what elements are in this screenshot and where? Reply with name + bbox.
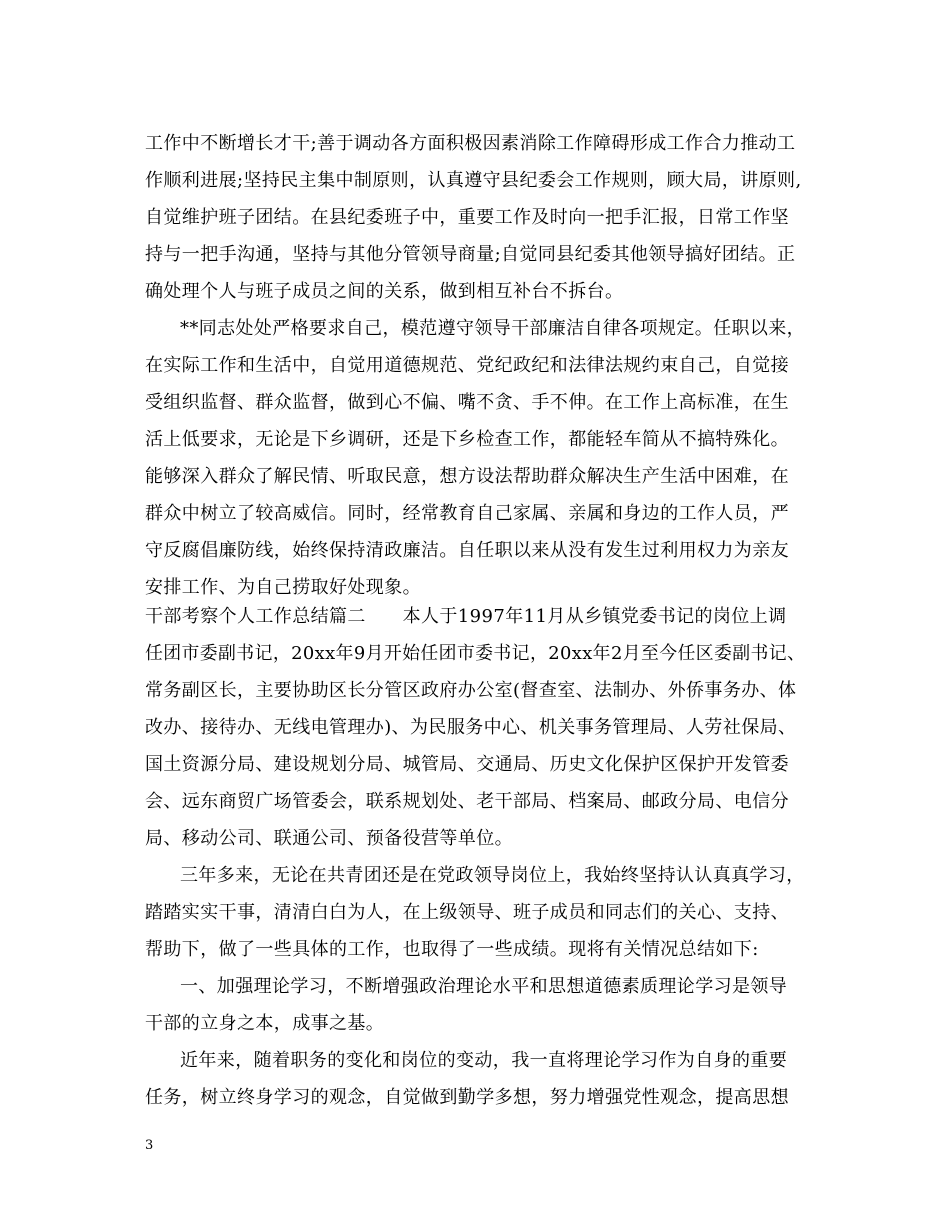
text-line: 群众中树立了较高威信。同时，经常教育自己家属、亲属和身边的工作人员，严 xyxy=(145,503,789,524)
page-number: 3 xyxy=(145,1138,154,1153)
text-line: 活上低要求，无论是下乡调研，还是下乡检查工作，都能轻车简从不搞特殊化。 xyxy=(145,429,789,450)
text-line: 守反腐倡廉防线，始终保持清政廉洁。自任职以来从没有发生过利用权力为亲友 xyxy=(145,540,789,561)
text-line: 国土资源分局、建设规划分局、城管局、交通局、历史文化保护区保护开发管委 xyxy=(145,754,789,775)
text-line: 工作中不断增长才干;善于调动各方面积极因素消除工作障碍形成工作合力推动工 xyxy=(145,133,796,154)
text-line: 三年多来，无论在共青团还是在党政领导岗位上，我始终坚持认认真真学习， xyxy=(180,865,805,886)
text-line: 近年来，随着职务的变化和岗位的变动，我一直将理论学习作为自身的重要 xyxy=(180,1050,788,1071)
text-line: 帮助下，做了一些具体的工作，也取得了一些成绩。现将有关情况总结如下: xyxy=(145,939,759,960)
text-line: 任务，树立终身学习的观念，自觉做到勤学多想，努力增强党性观念，提高思想 xyxy=(145,1087,789,1108)
text-line: 踏踏实实干事，清清白白为人，在上级领导、班子成员和同志们的关心、支持、 xyxy=(145,902,789,923)
text-line: **同志处处严格要求自己，模范遵守领导干部廉洁自律各项规定。任职以来， xyxy=(180,318,805,339)
text-line: 作顺利进展;坚持民主集中制原则，认真遵守县纪委会工作规则，顾大局，讲原则, xyxy=(145,170,802,191)
text-line: 任团市委副书记，20xx年9月开始任团市委书记，20xx年2月至今任区委副书记、 xyxy=(145,643,806,664)
text-line: 一、加强理论学习，不断增强政治理论水平和思想道德素质理论学习是领导 xyxy=(180,976,788,997)
text-line: 常务副区长，主要协助区长分管区政府办公室(督查室、法制办、外侨事务办、体 xyxy=(145,680,797,701)
text-line: 干部考察个人工作总结篇二 本人于1997年11月从乡镇党委书记的岗位上调 xyxy=(145,606,787,627)
text-line: 受组织监督、群众监督，做到心不偏、嘴不贪、手不伸。在工作上高标准，在生 xyxy=(145,392,789,413)
text-line: 持与一把手沟通，坚持与其他分管领导商量;自觉同县纪委其他领导搞好团结。正 xyxy=(145,244,796,265)
text-line: 确处理个人与班子成员之间的关系，做到相互补台不拆台。 xyxy=(145,281,624,302)
text-line: 会、远东商贸广场管委会，联系规划处、老干部局、档案局、邮政分局、电信分 xyxy=(145,791,789,812)
text-line: 安排工作、为自己捞取好处现象。 xyxy=(145,577,421,598)
text-line: 自觉维护班子团结。在县纪委班子中，重要工作及时向一把手汇报，日常工作坚 xyxy=(145,207,789,228)
text-line: 改办、接待办、无线电管理办)、为民服务中心、机关事务管理局、人劳社保局、 xyxy=(145,717,797,738)
text-line: 能够深入群众了解民情、听取民意，想方设法帮助群众解决生产生活中困难，在 xyxy=(145,466,789,487)
text-line: 在实际工作和生活中，自觉用道德规范、党纪政纪和法律法规约束自己，自觉接 xyxy=(145,355,789,376)
text-line: 局、移动公司、联通公司、预备役营等单位。 xyxy=(145,828,513,849)
text-line: 干部的立身之本，成事之基。 xyxy=(145,1013,385,1034)
